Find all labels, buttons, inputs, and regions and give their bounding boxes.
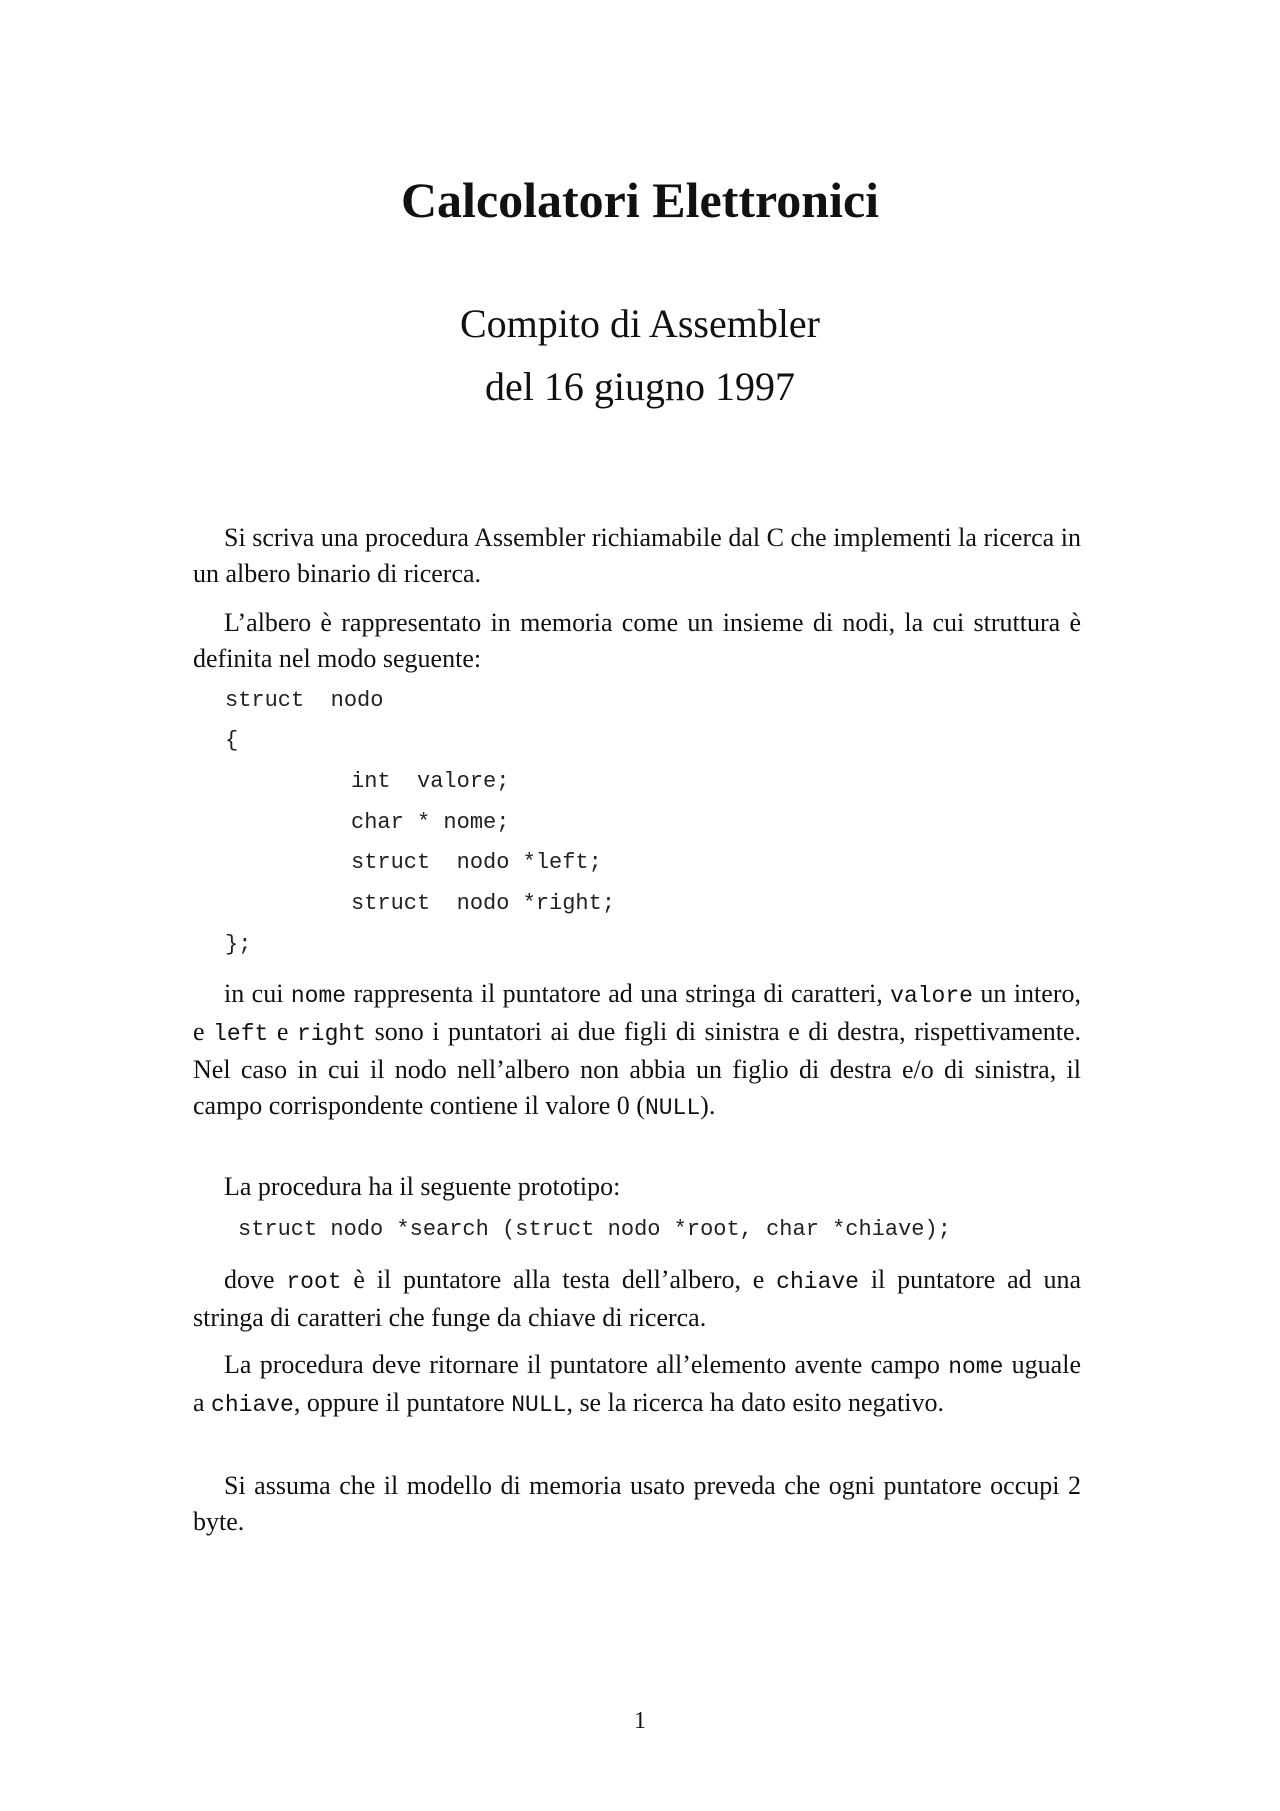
text-run: ). [700, 1091, 716, 1120]
code-line: struct nodo *right; [351, 891, 616, 916]
prototype-intro: La procedura ha il seguente prototipo: [224, 1172, 621, 1201]
code-root: root [286, 1269, 342, 1295]
code-null: NULL [644, 1095, 701, 1121]
text-run: il puntatore ad una stringa di caratteri che funge da chiave di ricerca. [193, 1265, 1082, 1332]
intro-paragraph-1: Si scriva una procedura Assembler richiamabile dal C che implementi la ricerca in un albero binario di ricerca. [193, 523, 1081, 588]
text-run: sono i puntatori ai due figli di sinistra e di destra, rispettivamente. Nel caso in cui il nodo nell’albero non abbia un figlio di destra e/o di sinistra, il campo corrispondente contiene il valore 0 ( [193, 1017, 1082, 1120]
text-run: rappresenta il puntatore ad una stringa di caratteri, [346, 979, 891, 1008]
text-run: , se la ricerca ha dato esito negativo. [566, 1388, 944, 1417]
code-valore: valore [890, 983, 973, 1009]
text-run: in cui [224, 979, 291, 1008]
intro-paragraph-2: L’albero è rappresentato in memoria come un insieme di nodi, la cui struttura è definita nel modo seguente: [193, 608, 1081, 673]
text-run: uguale a [193, 1350, 1081, 1417]
subtitle-line-1: Compito di Assembler [460, 301, 820, 346]
page-title: Calcolatori Elettronici [400, 172, 880, 228]
code-right: right [297, 1021, 367, 1047]
returns-paragraph [193, 1347, 1081, 1423]
code-line: int valore; [351, 769, 510, 794]
code-line: struct nodo *left; [351, 850, 602, 875]
text-run: dove [224, 1265, 287, 1294]
memory-paragraph: Si assuma che il modello di memoria usato preveda che ogni puntatore occupi 2 byte. [193, 1471, 1081, 1536]
text-run: un intero, e [193, 979, 1081, 1046]
code-line: }; [225, 932, 252, 957]
page-number: 1 [634, 1708, 646, 1734]
code-line: { [225, 728, 239, 753]
text-run: e [268, 1017, 297, 1046]
code-chiave: chiave [211, 1392, 294, 1418]
code-left: left [213, 1021, 269, 1047]
text-run: La procedura deve ritornare il puntatore all’elemento avente campo [224, 1350, 949, 1379]
code-nome: nome [948, 1354, 1004, 1380]
code-line: char * nome; [351, 810, 510, 835]
explanation-paragraph [193, 976, 1081, 1126]
text-run: , oppure il puntatore [293, 1388, 512, 1417]
code-null: NULL [511, 1392, 567, 1418]
code-chiave: chiave [776, 1269, 859, 1295]
prototype-code: struct nodo *search (struct nodo *root, char *chiave); [238, 1217, 951, 1242]
text-run: è il puntatore alla testa dell’albero, e [341, 1265, 777, 1294]
code-line: struct nodo [225, 688, 384, 713]
params-paragraph [193, 1262, 1081, 1336]
subtitle-date: del 16 giugno 1997 [485, 364, 795, 409]
code-nome: nome [290, 983, 347, 1009]
